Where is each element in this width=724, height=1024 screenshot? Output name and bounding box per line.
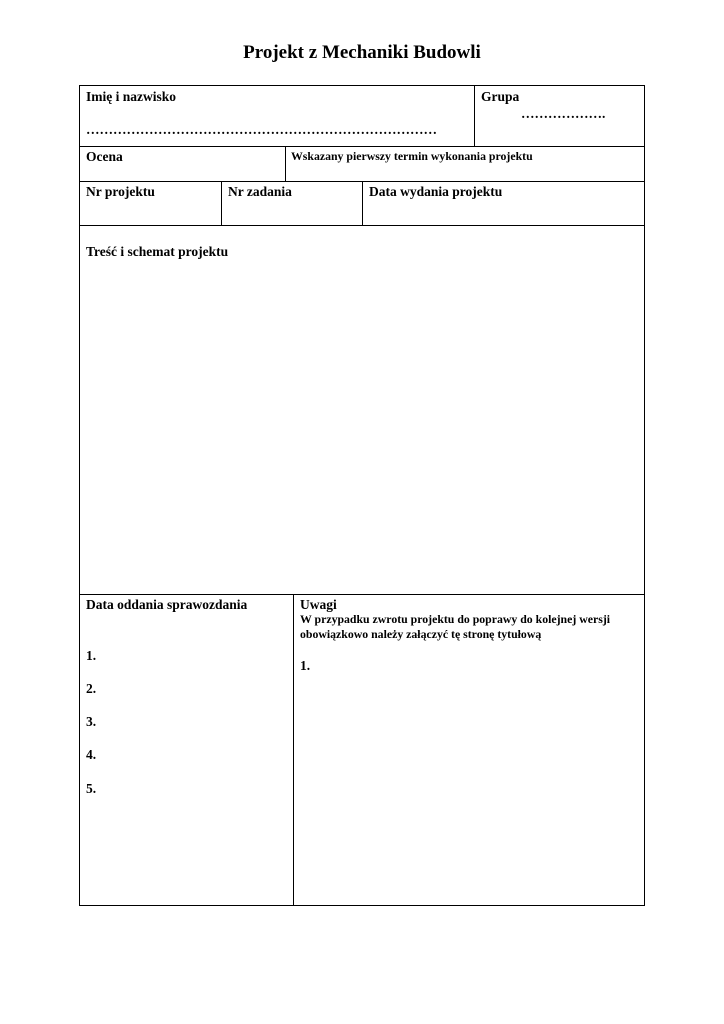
remarks-item-1: 1. (300, 658, 311, 673)
name-dots: …………………………………………………………………… (86, 122, 437, 137)
remarks-note-line-2: obowiązkowo należy załączyć tę stronę tytułową (300, 627, 542, 641)
task-no-label: Nr zadania (228, 184, 292, 199)
remarks-label: Uwagi (300, 597, 337, 612)
submission-item-5: 5. (86, 781, 97, 796)
group-dots: ………………. (521, 106, 606, 121)
group-label: Grupa (481, 89, 520, 104)
submission-item-1: 1. (86, 648, 97, 663)
issue-date-field[interactable] (363, 182, 644, 225)
remarks-field[interactable] (294, 595, 644, 905)
remarks-note-line-1: W przypadku zwrotu projektu do poprawy do kolejnej wersji (300, 612, 611, 626)
content-field[interactable] (80, 226, 644, 594)
first-deadline-field[interactable] (286, 147, 644, 181)
name-field[interactable] (80, 86, 474, 146)
submission-field[interactable] (80, 595, 293, 905)
submission-label: Data oddania sprawozdania (86, 597, 248, 612)
grade-label: Ocena (86, 149, 123, 164)
first-deadline-label: Wskazany pierwszy termin wykonania projektu (291, 149, 533, 163)
task-no-field[interactable] (222, 182, 362, 225)
content-label: Treść i schemat projektu (86, 244, 229, 259)
project-no-field[interactable] (80, 182, 221, 225)
issue-date-label: Data wydania projektu (369, 184, 503, 199)
submission-item-4: 4. (86, 747, 97, 762)
name-label: Imię i nazwisko (86, 89, 177, 104)
project-form (79, 85, 645, 906)
page-title: Projekt z Mechaniki Budowli (243, 42, 481, 63)
grade-field[interactable] (80, 147, 285, 181)
submission-item-2: 2. (86, 681, 97, 696)
submission-item-3: 3. (86, 714, 97, 729)
group-field[interactable] (475, 86, 644, 146)
project-no-label: Nr projektu (86, 184, 155, 199)
